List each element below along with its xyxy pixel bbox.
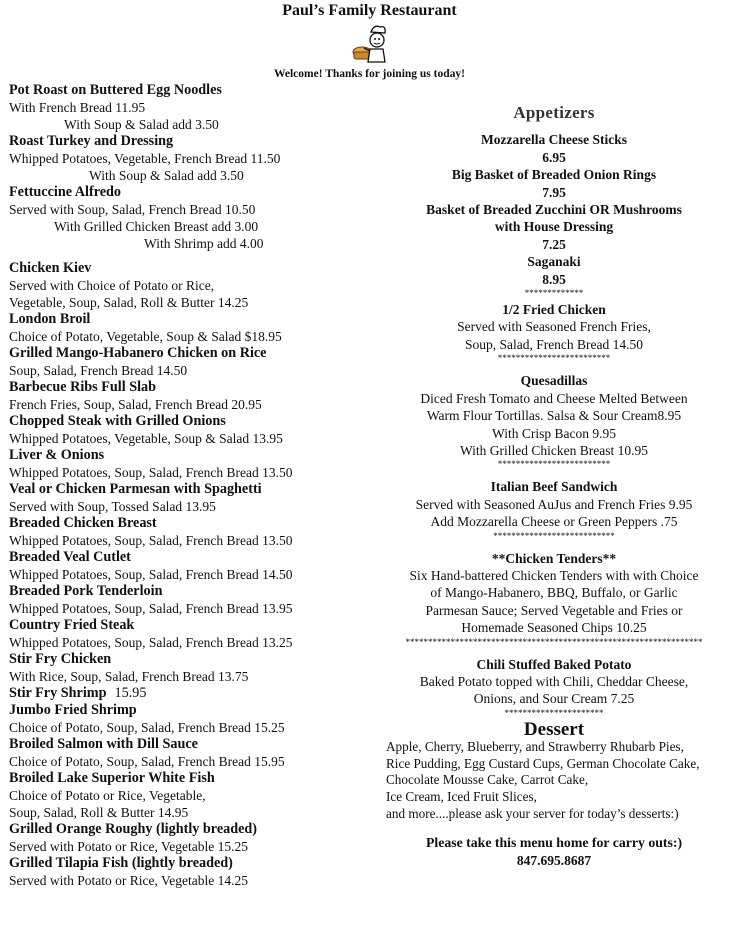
chef-logo-icon — [350, 22, 390, 66]
item-description: Choice of Potato, Soup, Salad, French Bread 15.95 — [9, 754, 285, 769]
special-description: of Mango-Habanero, BBQ, Buffalo, or Garlic — [430, 585, 678, 601]
special-item — [378, 656, 730, 718]
menu-item — [9, 583, 379, 617]
dessert-line: Apple, Cherry, Blueberry, and Strawberry Rhubarb Pies, — [386, 739, 684, 755]
item-description: Whipped Potatoes, Soup, Salad, French Bread 13.25 — [9, 635, 293, 650]
special-title: Chili Stuffed Baked Potato — [476, 656, 632, 672]
specials-list — [378, 301, 730, 718]
item-name: Liver & Onions — [9, 447, 105, 463]
dessert-heading: Dessert — [523, 718, 585, 740]
carryout-note: Please take this menu home for carry outs:) — [425, 835, 683, 851]
special-item — [378, 478, 730, 549]
star-divider: ********************** — [504, 707, 604, 718]
item-name: Roast Turkey and Dressing — [9, 133, 174, 149]
appetizer-price: 6.95 — [542, 149, 566, 165]
dessert-line: Ice Cream, Iced Fruit Slices, — [386, 788, 537, 804]
item-description: Choice of Potato or Rice, Vegetable, — [9, 788, 206, 803]
restaurant-title: Paul’s Family Restaurant — [282, 2, 457, 19]
special-item — [378, 372, 730, 478]
item-description: With Soup & Salad add 3.50 — [64, 117, 219, 132]
special-title: **Chicken Tenders** — [491, 550, 617, 566]
menu-item — [9, 311, 379, 345]
item-name — [9, 685, 379, 702]
menu-item — [9, 702, 379, 736]
star-divider: ************* — [524, 288, 584, 299]
special-item — [378, 550, 730, 656]
special-description: Soup, Salad, French Bread 14.50 — [464, 336, 644, 352]
phone-number: 847.695.8687 — [516, 852, 592, 868]
entrees-column — [9, 82, 379, 889]
menu-item — [9, 481, 379, 515]
item-name: Grilled Mango-Habanero Chicken on Rice — [9, 345, 267, 361]
item-name: Pot Roast on Buttered Egg Noodles — [9, 82, 222, 98]
item-name: Barbecue Ribs Full Slab — [9, 379, 157, 395]
special-description: Baked Potato topped with Chili, Cheddar Cheese, — [419, 673, 689, 689]
menu-item — [9, 821, 379, 855]
menu-item — [9, 133, 379, 184]
dessert-line: Rice Pudding, Egg Custard Cups, German Chocolate Cake, — [386, 755, 700, 771]
item-description: Choice of Potato, Vegetable, Soup & Salad $18.95 — [9, 329, 282, 344]
welcome-message: Welcome! Thanks for joining us today! — [274, 68, 465, 80]
item-description: Whipped Potatoes, Vegetable, French Bread 11.50 — [9, 151, 281, 166]
item-description: With Soup & Salad add 3.50 — [89, 168, 244, 183]
item-name: Breaded Chicken Breast — [9, 515, 157, 531]
dessert-line: Chocolate Mousse Cake, Carrot Cake, — [386, 772, 589, 788]
appetizer-name-cont: with House Dressing — [494, 219, 614, 235]
item-description: With French Bread 11.95 — [9, 100, 146, 115]
item-name: Broiled Lake Superior White Fish — [9, 770, 215, 786]
special-description: Parmesan Sauce; Served Vegetable and Fries or — [425, 602, 683, 618]
special-description: Diced Fresh Tomato and Cheese Melted Between — [420, 390, 688, 406]
special-description: Served with Seasoned French Fries, — [457, 319, 651, 335]
menu-item — [9, 549, 379, 583]
item-name: London Broil — [9, 311, 91, 327]
item-description: Served with Choice of Potato or Rice, — [9, 278, 215, 293]
menu-item — [9, 685, 379, 702]
dessert-list — [378, 739, 730, 822]
appetizer-name: Mozzarella Cheese Sticks — [481, 132, 627, 148]
special-description: Warm Flour Tortillas. Salsa & Sour Cream8.95 — [426, 408, 682, 424]
item-description: Served with Potato or Rice, Vegetable 15.25 — [9, 839, 248, 854]
menu-item — [9, 736, 379, 770]
menu-item — [9, 413, 379, 447]
item-name: Grilled Orange Roughy (lightly breaded) — [9, 821, 258, 837]
special-description: With Crisp Bacon 9.95 — [492, 425, 616, 441]
special-title: Quesadillas — [520, 373, 588, 389]
item-name: Country Fried Steak — [9, 617, 135, 633]
star-divider: *************************** — [493, 530, 615, 541]
item-name: Veal or Chicken Parmesan with Spaghetti — [9, 481, 262, 497]
star-divider: ****************************************************************** — [405, 636, 703, 647]
special-description: Homemade Seasoned Chips 10.25 — [461, 620, 647, 636]
item-name: Breaded Pork Tenderloin — [9, 583, 163, 599]
item-name: Chicken Kiev — [9, 260, 92, 276]
item-description: Served with Soup, Salad, French Bread 10.50 — [9, 202, 256, 217]
item-description: With Rice, Soup, Salad, French Bread 13.75 — [9, 669, 249, 684]
item-description: Whipped Potatoes, Soup, Salad, French Bread 14.50 — [9, 567, 293, 582]
item-description: Whipped Potatoes, Soup, Salad, French Bread 13.50 — [9, 465, 293, 480]
special-title: 1/2 Fried Chicken — [502, 302, 606, 318]
menu-item — [9, 515, 379, 549]
dessert-line: and more....please ask your server for today’s desserts:) — [386, 805, 679, 821]
star-divider: ************************* — [497, 353, 611, 364]
item-description: Choice of Potato, Soup, Salad, French Bread 15.25 — [9, 720, 285, 735]
appetizers-list — [378, 131, 730, 288]
item-name: Grilled Tilapia Fish (lightly breaded) — [9, 855, 233, 871]
right-column — [378, 104, 730, 869]
item-name-text: Stir Fry Shrimp — [9, 685, 107, 701]
appetizers-heading: Appetizers — [513, 103, 595, 122]
appetizer-price: 7.25 — [542, 236, 566, 252]
appetizer-name: Big Basket of Breaded Onion Rings — [451, 167, 657, 183]
menu-item — [9, 184, 379, 252]
item-description: Vegetable, Soup, Salad, Roll & Butter 14.25 — [9, 295, 249, 310]
menu-item — [9, 345, 379, 379]
item-description: Served with Potato or Rice, Vegetable 14.25 — [9, 873, 248, 888]
menu-item — [9, 651, 379, 685]
item-name: Fettuccine Alfredo — [9, 184, 122, 200]
item-description: Soup, Salad, French Bread 14.50 — [9, 363, 188, 378]
menu-item — [9, 82, 379, 133]
item-price: 15.95 — [114, 685, 147, 701]
menu-item — [9, 855, 379, 889]
special-title: Italian Beef Sandwich — [490, 479, 618, 495]
special-description: Add Mozzarella Cheese or Green Peppers .75 — [430, 514, 678, 530]
menu-item — [9, 260, 379, 311]
special-description: Onions, and Sour Cream 7.25 — [473, 691, 635, 707]
appetizer-price: 8.95 — [542, 271, 566, 287]
menu-item — [9, 379, 379, 413]
menu-item — [9, 447, 379, 481]
star-divider: ************************* — [497, 459, 611, 470]
item-name: Breaded Veal Cutlet — [9, 549, 131, 565]
special-item — [378, 301, 730, 372]
item-description: Whipped Potatoes, Soup, Salad, French Bread 13.95 — [9, 601, 293, 616]
special-description: With Grilled Chicken Breast 10.95 — [459, 442, 649, 458]
appetizer-price: 7.95 — [542, 184, 566, 200]
appetizer-name: Basket of Breaded Zucchini OR Mushrooms — [426, 202, 682, 218]
item-description: Soup, Salad, Roll & Butter 14.95 — [9, 805, 189, 820]
item-name: Broiled Salmon with Dill Sauce — [9, 736, 198, 752]
item-description: Whipped Potatoes, Vegetable, Soup & Salad 13.95 — [9, 431, 283, 446]
item-name: Chopped Steak with Grilled Onions — [9, 413, 226, 429]
menu-item — [9, 770, 379, 821]
special-description: Six Hand-battered Chicken Tenders with with Choice — [409, 567, 699, 583]
special-description: Served with Seasoned AuJus and French Fries 9.95 — [415, 496, 693, 512]
item-description: French Fries, Soup, Salad, French Bread 20.95 — [9, 397, 262, 412]
item-description: With Shrimp add 4.00 — [144, 236, 264, 251]
menu-item — [9, 617, 379, 651]
item-description: With Grilled Chicken Breast add 3.00 — [54, 219, 259, 234]
item-name: Stir Fry Chicken — [9, 651, 112, 667]
item-description: Served with Soup, Tossed Salad 13.95 — [9, 499, 216, 514]
item-name: Jumbo Fried Shrimp — [9, 702, 137, 718]
appetizer-name: Saganaki — [527, 254, 581, 270]
item-description: Whipped Potatoes, Soup, Salad, French Bread 13.50 — [9, 533, 293, 548]
